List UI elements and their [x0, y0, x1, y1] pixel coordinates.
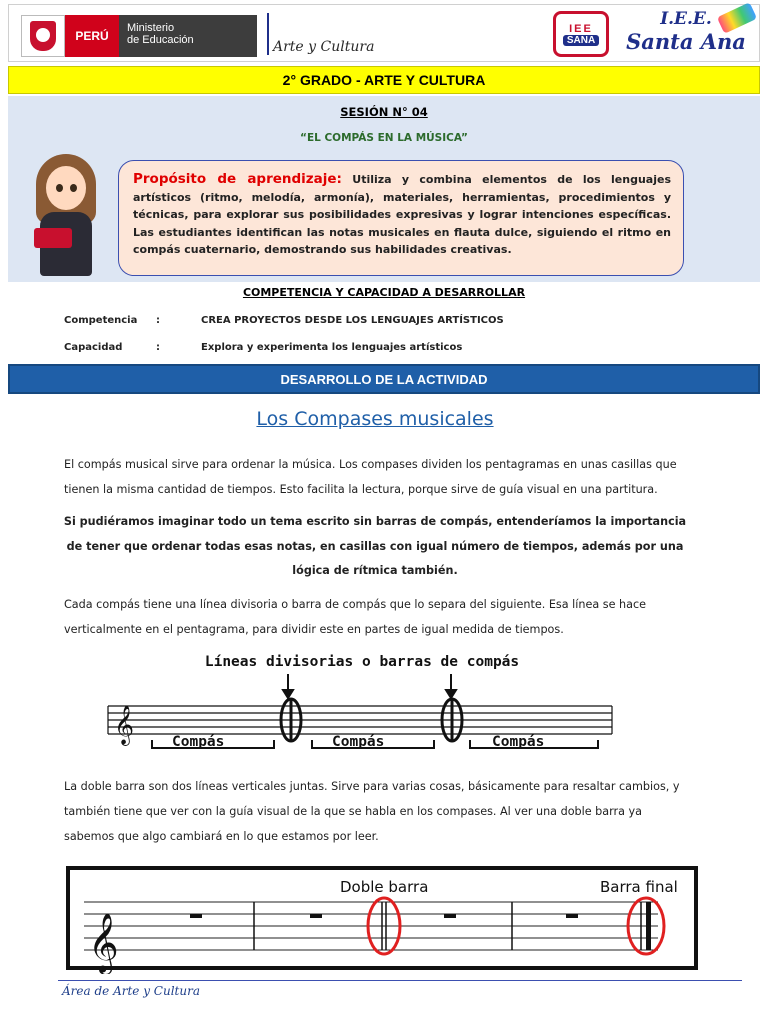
school-badge-icon: [553, 11, 609, 57]
teacher-illustration-icon: [32, 154, 102, 276]
purpose-box: [118, 160, 684, 276]
competency-colon: :: [156, 315, 160, 326]
measure-label: Compás: [492, 734, 545, 750]
figure-1-title: Líneas divisorias o barras de compás: [204, 654, 520, 670]
main-heading: Los Compases musicales: [256, 408, 494, 430]
session-area: [8, 96, 760, 282]
coat-of-arms-icon: [21, 15, 65, 57]
page-header: [8, 4, 760, 62]
footer-text: Área de Arte y Cultura: [62, 984, 200, 998]
figure-double-bar: [66, 864, 698, 974]
competencies-title: COMPETENCIA Y CAPACIDAD A DESARROLLAR: [242, 286, 526, 299]
activity-bar: DESARROLLO DE LA ACTIVIDAD: [8, 364, 760, 394]
school-prefix: I.E.E.: [660, 9, 712, 29]
footer-divider: [58, 980, 742, 981]
arrow-down-icon: [283, 674, 293, 698]
purpose-label: Propósito de aprendizaje:: [133, 171, 342, 187]
capacity-colon: :: [156, 342, 160, 353]
capacity-key: Capacidad: [64, 342, 123, 353]
treble-clef-icon: 𝄞: [114, 705, 135, 745]
figure-bar-lines: [104, 648, 620, 764]
capacity-value: Explora y experimenta los lenguajes artísticos: [201, 342, 463, 353]
badge-bottom-text: SANA: [563, 35, 599, 46]
purpose-text: Utiliza y combina elementos de los lenguajes artísticos (ritmo, melodía, armonía), materiales, herramientas, procedimientos y técnicas, para explorar sus posibilidades expresivas y lograr intenciones específicas. Las estudiantes identifican las notas musicales en flauta dulce, siguiendo el ritmo en compás cuaternario, demostrando sus habilidades creativas.: [133, 173, 672, 256]
ministry-line-2: de Educación: [127, 34, 194, 46]
grade-bar: 2° GRADO - ARTE Y CULTURA: [8, 66, 760, 94]
staff-1-lines: [108, 706, 612, 734]
session-title: SESIÓN N° 04: [340, 105, 428, 119]
ministry-line-1: Ministerio: [127, 22, 175, 34]
header-subject: Arte y Cultura: [273, 39, 375, 55]
double-bar-label: Doble barra: [340, 878, 429, 896]
session-subtitle: “EL COMPÁS EN LA MÚSICA”: [300, 132, 468, 144]
competency-value: CREA PROYECTOS DESDE LOS LENGUAJES ARTÍSTICOS: [201, 315, 504, 326]
ministry-name: [119, 15, 257, 57]
measure-label: Compás: [332, 734, 385, 750]
treble-clef-icon-2: 𝄞: [88, 913, 119, 973]
competency-key: Competencia: [64, 315, 138, 326]
paragraph-2: Si pudiéramos imaginar todo un tema escrito sin barras de compás, entenderíamos la importancia de tener que ordenar todas esas notas, en casillas con igual número de tiempos, además por una lógica de rítmica también.: [63, 515, 687, 577]
final-bar-label: Barra final: [600, 878, 678, 896]
final-bar-thick: [646, 902, 651, 950]
arrow-down-icon-2: [446, 674, 456, 698]
paragraph-4: La doble barra son dos líneas verticales juntas. Sirve para varias cosas, básicamente para resaltar cambios, y también tiene que ver con la guía visual de la que se habla en los compases. Al ver una doble barra ya sabemos que algo cambiará en lo que estamos por leer.: [64, 780, 680, 843]
country-label: PERÚ: [65, 15, 119, 57]
ministry-logo: [21, 15, 257, 57]
paragraph-3: Cada compás tiene una línea divisoria o barra de compás que lo separa del siguiente. Esa línea se hace verticalmente en el pentagrama, para dividir este en partes de igual medida de tiempos.: [64, 598, 647, 636]
paragraph-1: El compás musical sirve para ordenar la música. Los compases dividen los pentagramas en unas casillas que tienen la misma cantidad de tiempos. Esto facilita la lectura, porque sirve de guía visual en una partitura.: [64, 458, 677, 496]
school-main: Santa Ana: [626, 29, 746, 54]
measure-label: Compás: [172, 734, 225, 750]
header-divider: [267, 13, 269, 55]
badge-top-text: IEE: [569, 22, 593, 35]
